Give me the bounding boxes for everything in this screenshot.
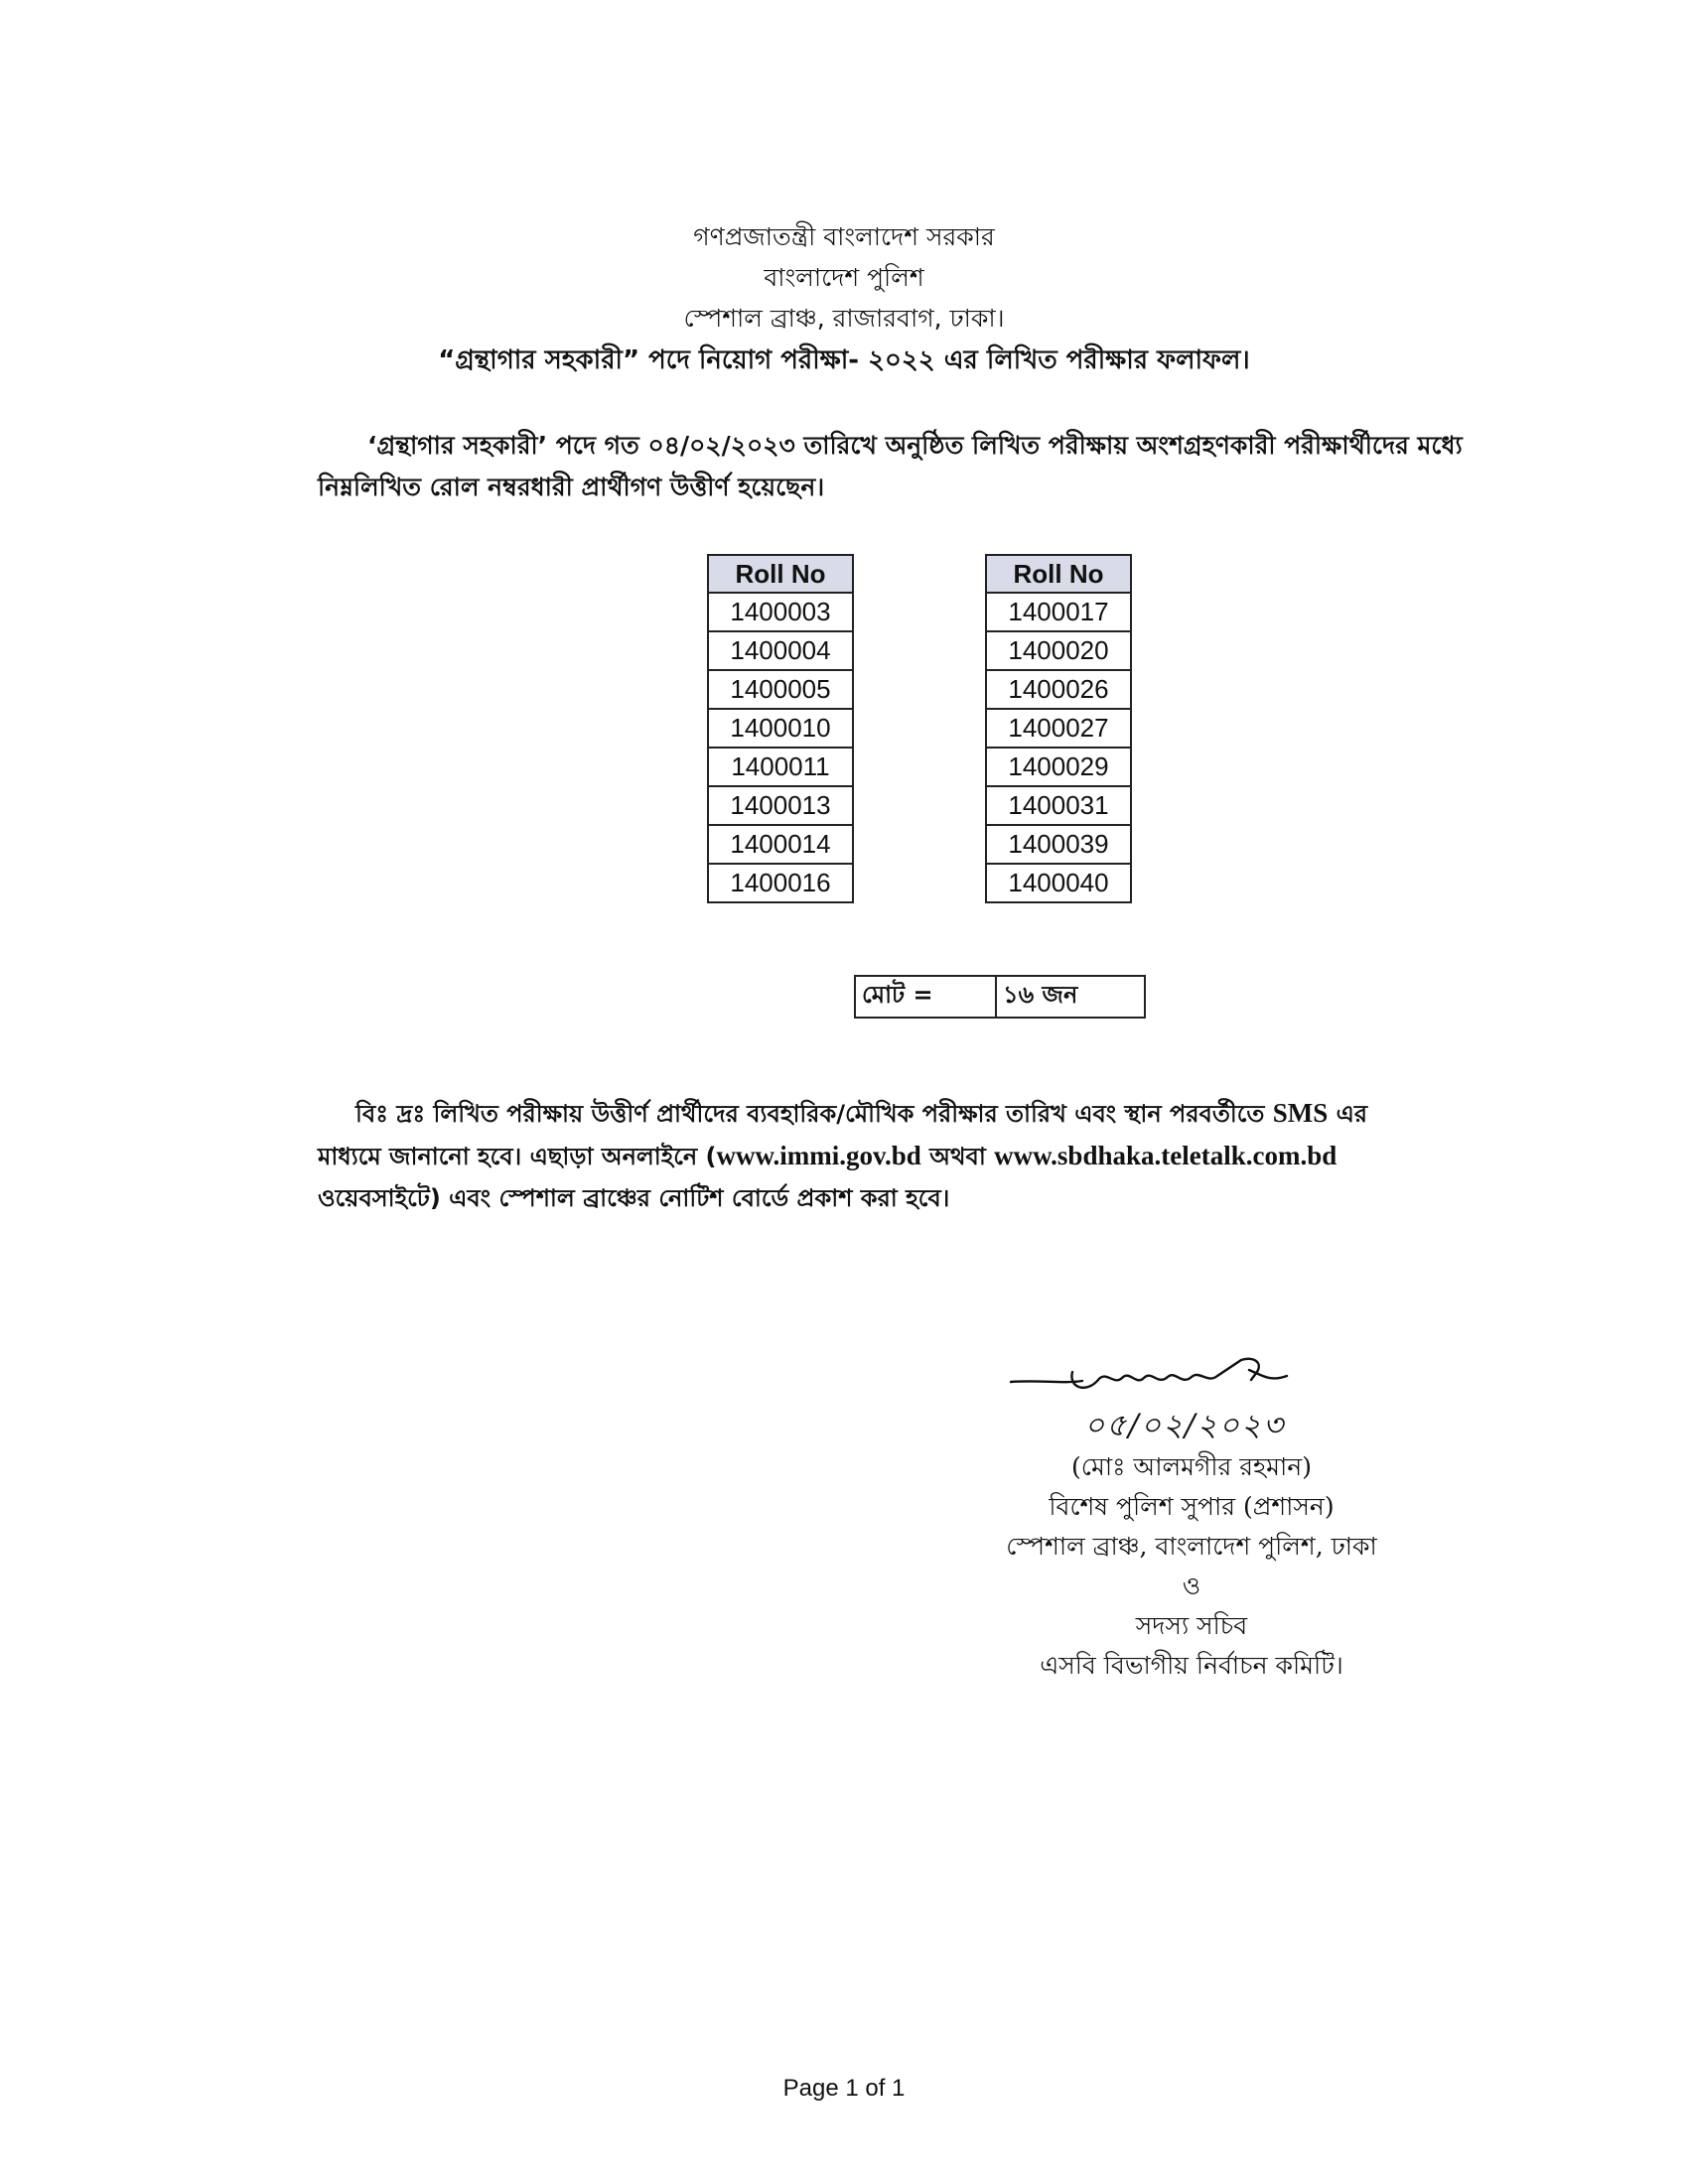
- table-cell: 1400010: [708, 709, 853, 748]
- office-address: স্পেশাল ব্রাঞ্চ, রাজারবাগ, ঢাকা।: [683, 304, 1005, 333]
- table-cell: 1400031: [986, 786, 1131, 825]
- total-value: ১৬ জন: [996, 976, 1145, 1018]
- roll-table-right: [985, 554, 1132, 903]
- signature-date: ০৫/০২/২০২৩: [1084, 1408, 1286, 1443]
- signatory-name: (মোঃ আলমগীর রহমান): [1071, 1452, 1312, 1481]
- signatory-conjunction: ও: [1182, 1571, 1201, 1600]
- table-cell: 1400016: [708, 864, 853, 902]
- table-cell: 1400039: [986, 825, 1131, 864]
- signatory-role: সদস্য সচিব: [1135, 1611, 1248, 1640]
- table-cell: 1400014: [708, 825, 853, 864]
- table-header: Roll No: [986, 555, 1131, 593]
- signatory-designation: বিশেষ পুলিশ সুপার (প্রশাসন): [1049, 1492, 1335, 1521]
- table-cell: 1400013: [708, 786, 853, 825]
- table-cell: 1400005: [708, 670, 853, 709]
- government-name: গণপ্রজাতন্ত্রী বাংলাদেশ সরকার: [693, 222, 995, 251]
- table-cell: 1400004: [708, 631, 853, 670]
- signatory-office: স্পেশাল ব্রাঞ্চ, বাংলাদেশ পুলিশ, ঢাকা: [1006, 1532, 1377, 1561]
- table-cell: 1400029: [986, 748, 1131, 786]
- table-cell: 1400027: [986, 709, 1131, 748]
- total-table: [854, 975, 1146, 1019]
- intro-paragraph: ‘গ্রন্থাগার সহকারী’ পদে গত ০৪/০২/২০২৩ তারিখে অনুষ্ঠিত লিখিত পরীক্ষায় অংশগ্রহণকারী পরীক্ষার্থীদের মধ্যে নিম্নলিখিত রোল নম্বরধারী প্রার্থীগণ উত্তীর্ণ হয়েছেন।: [318, 431, 1463, 501]
- document-header: [0, 216, 1688, 382]
- note-text: বিঃ দ্রঃ লিখিত পরীক্ষায় উত্তীর্ণ প্রার্থীদের ব্যবহারিক/মৌখিক পরীক্ষার তারিখ এবং স্থান পরবর্তীতে: [355, 1100, 1273, 1128]
- table-header: Roll No: [708, 555, 853, 593]
- note-text: অথবা: [920, 1143, 995, 1170]
- total-label: মোট =: [855, 976, 996, 1018]
- website-link[interactable]: www.immi.gov.bd: [716, 1141, 921, 1170]
- note-text: এর মাধ্যমে জানানো হবে। এছাড়া অনলাইনে (: [318, 1100, 1368, 1170]
- table-cell: 1400020: [986, 631, 1131, 670]
- table-cell: 1400011: [708, 748, 853, 786]
- table-cell: 1400017: [986, 593, 1131, 631]
- table-cell: 1400026: [986, 670, 1131, 709]
- signatory-block: [894, 1447, 1489, 1686]
- page-number: Page 1 of 1: [782, 2075, 906, 2102]
- table-cell: 1400003: [708, 593, 853, 631]
- signature: [1003, 1350, 1331, 1444]
- table-cell: 1400040: [986, 864, 1131, 902]
- signature-scribble: [1003, 1350, 1331, 1410]
- website-link[interactable]: www.sbdhaka.teletalk.com.bd: [994, 1141, 1337, 1170]
- roll-table-left: [707, 554, 854, 903]
- signatory-committee: এসবি বিভাগীয় নির্বাচন কমিটি।: [1040, 1651, 1343, 1680]
- note-text: ওয়েবসাইটে) এবং স্পেশাল ব্রাঞ্চের নোটিশ বোর্ডে প্রকাশ করা হবে।: [318, 1184, 950, 1212]
- note-paragraph: [318, 1092, 1430, 1219]
- sms-text: SMS: [1272, 1098, 1329, 1128]
- department-name: বাংলাদেশ পুলিশ: [764, 263, 924, 292]
- document-title: “গ্রন্থাগার সহকারী” পদে নিয়োগ পরীক্ষা- ২০২২ এর লিখিত পরীক্ষার ফলাফল।: [438, 345, 1250, 375]
